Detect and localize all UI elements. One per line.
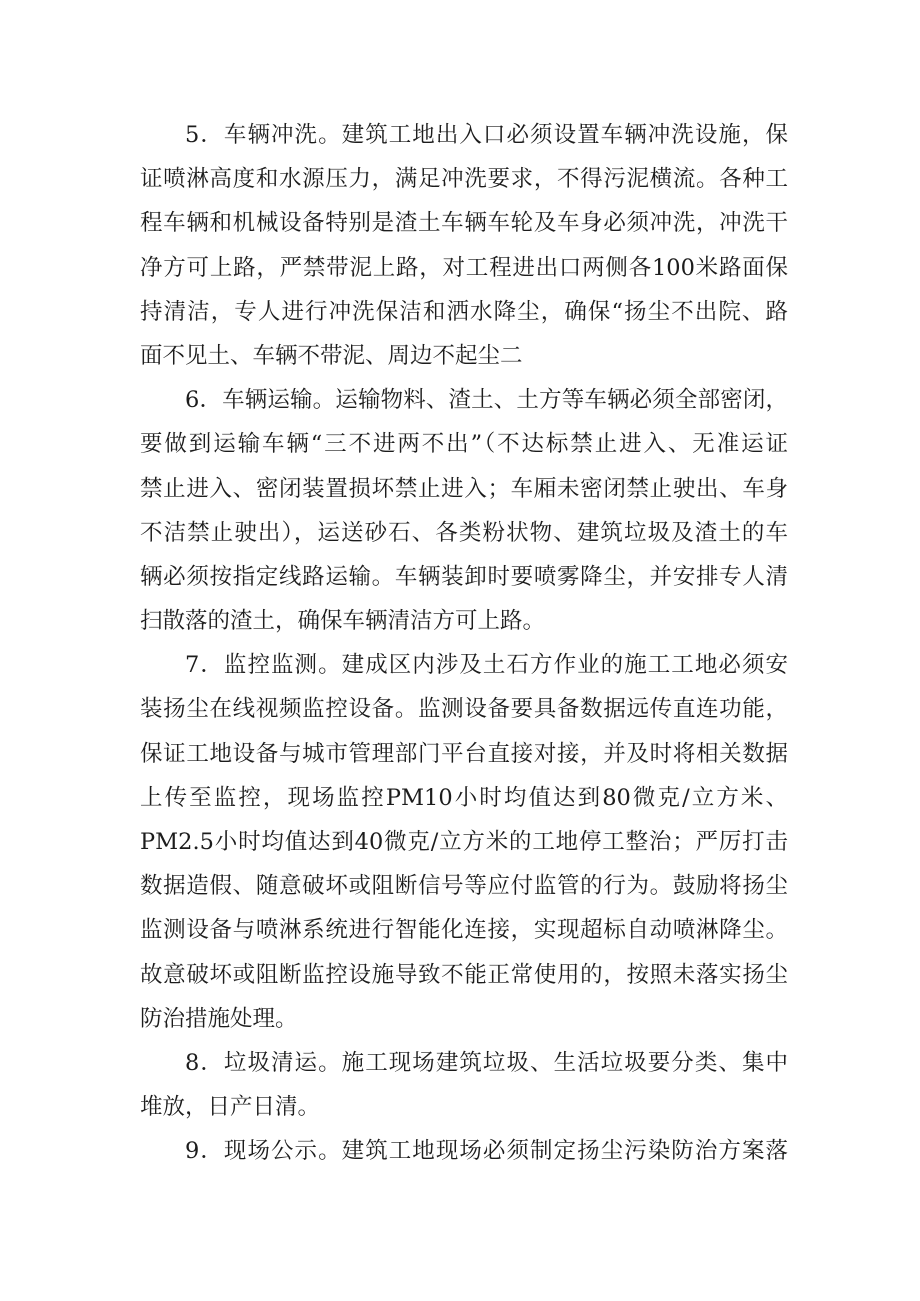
text-line: 保证工地设备与城市管理部门平台直接对接，并及时将相关数据 <box>140 740 788 767</box>
text-line: 证喷淋高度和水源压力，满足冲洗要求，不得污泥横流。各种工 <box>140 166 788 193</box>
text-line: 禁止进入、密闭装置损坏禁止进入；车厢未密闭禁止驶出、车身 <box>140 475 788 502</box>
text-line: 上传至监控，现场监控PM10小时均值达到80微克/立方米、 <box>140 784 788 811</box>
paragraph-7-monitoring <box>140 643 788 1041</box>
text-line: 8．垃圾清运。施工现场建筑垃圾、生活垃圾要分类、集中 <box>185 1049 788 1076</box>
paragraph-6-vehicle-transport <box>140 378 788 643</box>
text-line: 装扬尘在线视频监控设备。监测设备要具备数据远传直连功能， <box>140 696 788 723</box>
text-line: 不洁禁止驶出），运送砂石、各类粉状物、建筑垃圾及渣土的车 <box>140 519 788 546</box>
text-line: 9．现场公示。建筑工地现场必须制定扬尘污染防治方案落 <box>185 1138 788 1165</box>
text-line: 要做到运输车辆“三不进两不出”（不达标禁止进入、无准运证 <box>140 431 788 458</box>
paragraph-5-vehicle-washing <box>140 113 788 378</box>
document-body <box>140 113 788 1174</box>
text-line: 堆放，日产日清。 <box>140 1094 321 1121</box>
paragraph-8-garbage-removal <box>140 1041 788 1129</box>
text-line: 净方可上路，严禁带泥上路，对工程进出口两侧各100米路面保 <box>140 254 788 281</box>
text-line: 防治措施处理。 <box>140 1005 298 1032</box>
text-line: 监测设备与喷淋系统进行智能化连接，实现超标自动喷淋降尘。 <box>140 917 788 944</box>
text-line: 持清洁，专人进行冲洗保洁和洒水降尘，确保“扬尘不出院、路 <box>140 298 788 325</box>
text-line: 程车辆和机械设备特别是渣土车辆车轮及车身必须冲洗，冲洗干 <box>140 210 788 237</box>
text-line: 故意破坏或阻断监控设施导致不能正常使用的，按照未落实扬尘 <box>140 961 788 988</box>
text-line: 面不见土、车辆不带泥、周边不起尘二 <box>140 342 523 369</box>
text-line: 7．监控监测。建成区内涉及土石方作业的施工工地必须安 <box>185 652 788 679</box>
text-line: 5．车辆冲洗。建筑工地出入口必须设置车辆冲洗设施，保 <box>185 122 788 148</box>
text-line: 辆必须按指定线路运输。车辆装卸时要喷雾降尘，并安排专人清 <box>140 563 788 590</box>
text-line: 6．车辆运输。运输物料、渣土、土方等车辆必须全部密闭， <box>185 387 788 414</box>
text-line: PM2.5小时均值达到40微克/立方米的工地停工整治；严厉打击 <box>140 829 788 855</box>
text-line: 数据造假、随意破坏或阻断信号等应付监管的行为。鼓励将扬尘 <box>140 873 788 900</box>
paragraph-9-site-notice <box>140 1129 788 1173</box>
text-line: 扫散落的渣土，确保车辆清洁方可上路。 <box>140 608 546 635</box>
